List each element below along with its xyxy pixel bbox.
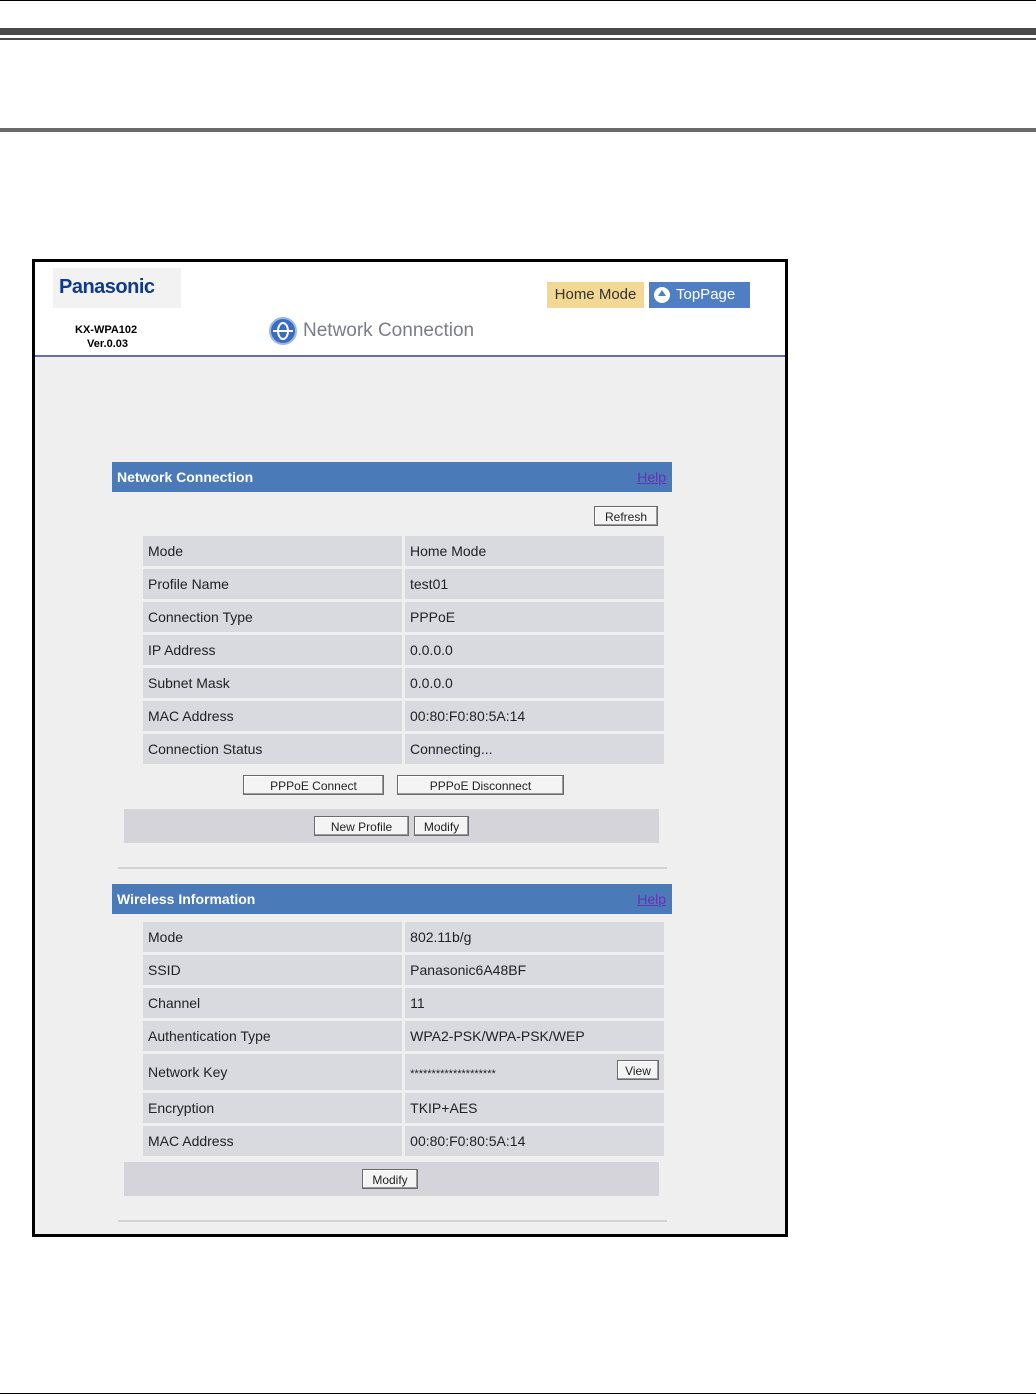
table-row [143,955,664,985]
row-label: Network Key [143,1054,402,1090]
row-value: WPA2-PSK/WPA-PSK/WEP [402,1021,664,1051]
row-value: 11 [402,988,664,1018]
network-connection-header [112,462,672,492]
main-content [35,357,785,1234]
network-connection-title: Network Connection [117,469,254,485]
row-label: MAC Address [143,701,402,731]
row-value: TKIP+AES [402,1093,664,1123]
bottom-rule [0,1393,1036,1394]
wireless-help-link[interactable]: Help [637,891,666,907]
row-label: Connection Status [143,734,402,764]
up-arrow-icon [654,287,670,303]
row-label: Mode [143,536,402,566]
row-label: Channel [143,988,402,1018]
globe-icon [269,317,297,345]
table-row [143,734,664,764]
section-rule [0,128,1036,132]
network-help-link[interactable]: Help [637,469,666,485]
section-divider [118,1220,667,1222]
row-value: Connecting... [402,734,664,764]
new-profile-button[interactable]: New Profile [314,816,409,836]
row-value: 00:80:F0:80:5A:14 [402,701,664,731]
row-value: 802.11b/g [402,922,664,952]
pppoe-connect-button[interactable]: PPPoE Connect [243,775,384,795]
wireless-actions-panel [124,1162,659,1196]
row-value: PPPoE [402,602,664,632]
table-row [143,701,664,731]
row-value: 0.0.0.0 [402,635,664,665]
home-mode-button[interactable]: Home Mode [547,282,644,308]
wireless-modify-button[interactable]: Modify [362,1169,418,1189]
row-label: Encryption [143,1093,402,1123]
firmware-version: Ver.0.03 [87,338,128,350]
row-label: MAC Address [143,1126,402,1156]
model-name: KX-WPA102 [75,324,138,336]
section-divider [118,867,667,869]
network-key-value: ******************** [410,1068,496,1080]
page-header [35,262,785,357]
router-screenshot [32,259,788,1237]
view-key-button[interactable]: View [617,1060,659,1080]
wireless-information-header [112,884,672,914]
table-row [143,1054,664,1090]
header-rule-thin [0,38,1036,40]
row-label: Mode [143,922,402,952]
table-row [143,988,664,1018]
refresh-button[interactable]: Refresh [594,506,658,526]
table-row [143,1093,664,1123]
row-value: Panasonic6A48BF [402,955,664,985]
header-rule-thick [0,28,1036,35]
row-label: Profile Name [143,569,402,599]
brand-logo-text: Panasonic [59,276,155,298]
table-row [143,668,664,698]
table-row [143,922,664,952]
row-value: 0.0.0.0 [402,668,664,698]
table-row [143,1021,664,1051]
row-label: SSID [143,955,402,985]
brand-logo [53,268,181,308]
network-info-table [143,533,664,767]
table-row [143,536,664,566]
pppoe-disconnect-button[interactable]: PPPoE Disconnect [397,775,564,795]
row-value: Home Mode [402,536,664,566]
table-row [143,1126,664,1156]
row-label: Connection Type [143,602,402,632]
page-title: Network Connection [303,320,475,341]
table-row [143,635,664,665]
network-actions-panel [124,809,659,843]
network-key-cell [402,1054,664,1090]
table-row [143,602,664,632]
network-modify-button[interactable]: Modify [414,816,469,836]
top-rule [0,0,1036,1]
table-row [143,569,664,599]
row-value: 00:80:F0:80:5A:14 [402,1126,664,1156]
wireless-info-table [143,919,664,1159]
wireless-information-title: Wireless Information [117,891,256,907]
row-label: Subnet Mask [143,668,402,698]
row-value: test01 [402,569,664,599]
top-page-label: TopPage [676,286,736,303]
row-label: Authentication Type [143,1021,402,1051]
top-page-button[interactable] [649,282,750,308]
row-label: IP Address [143,635,402,665]
